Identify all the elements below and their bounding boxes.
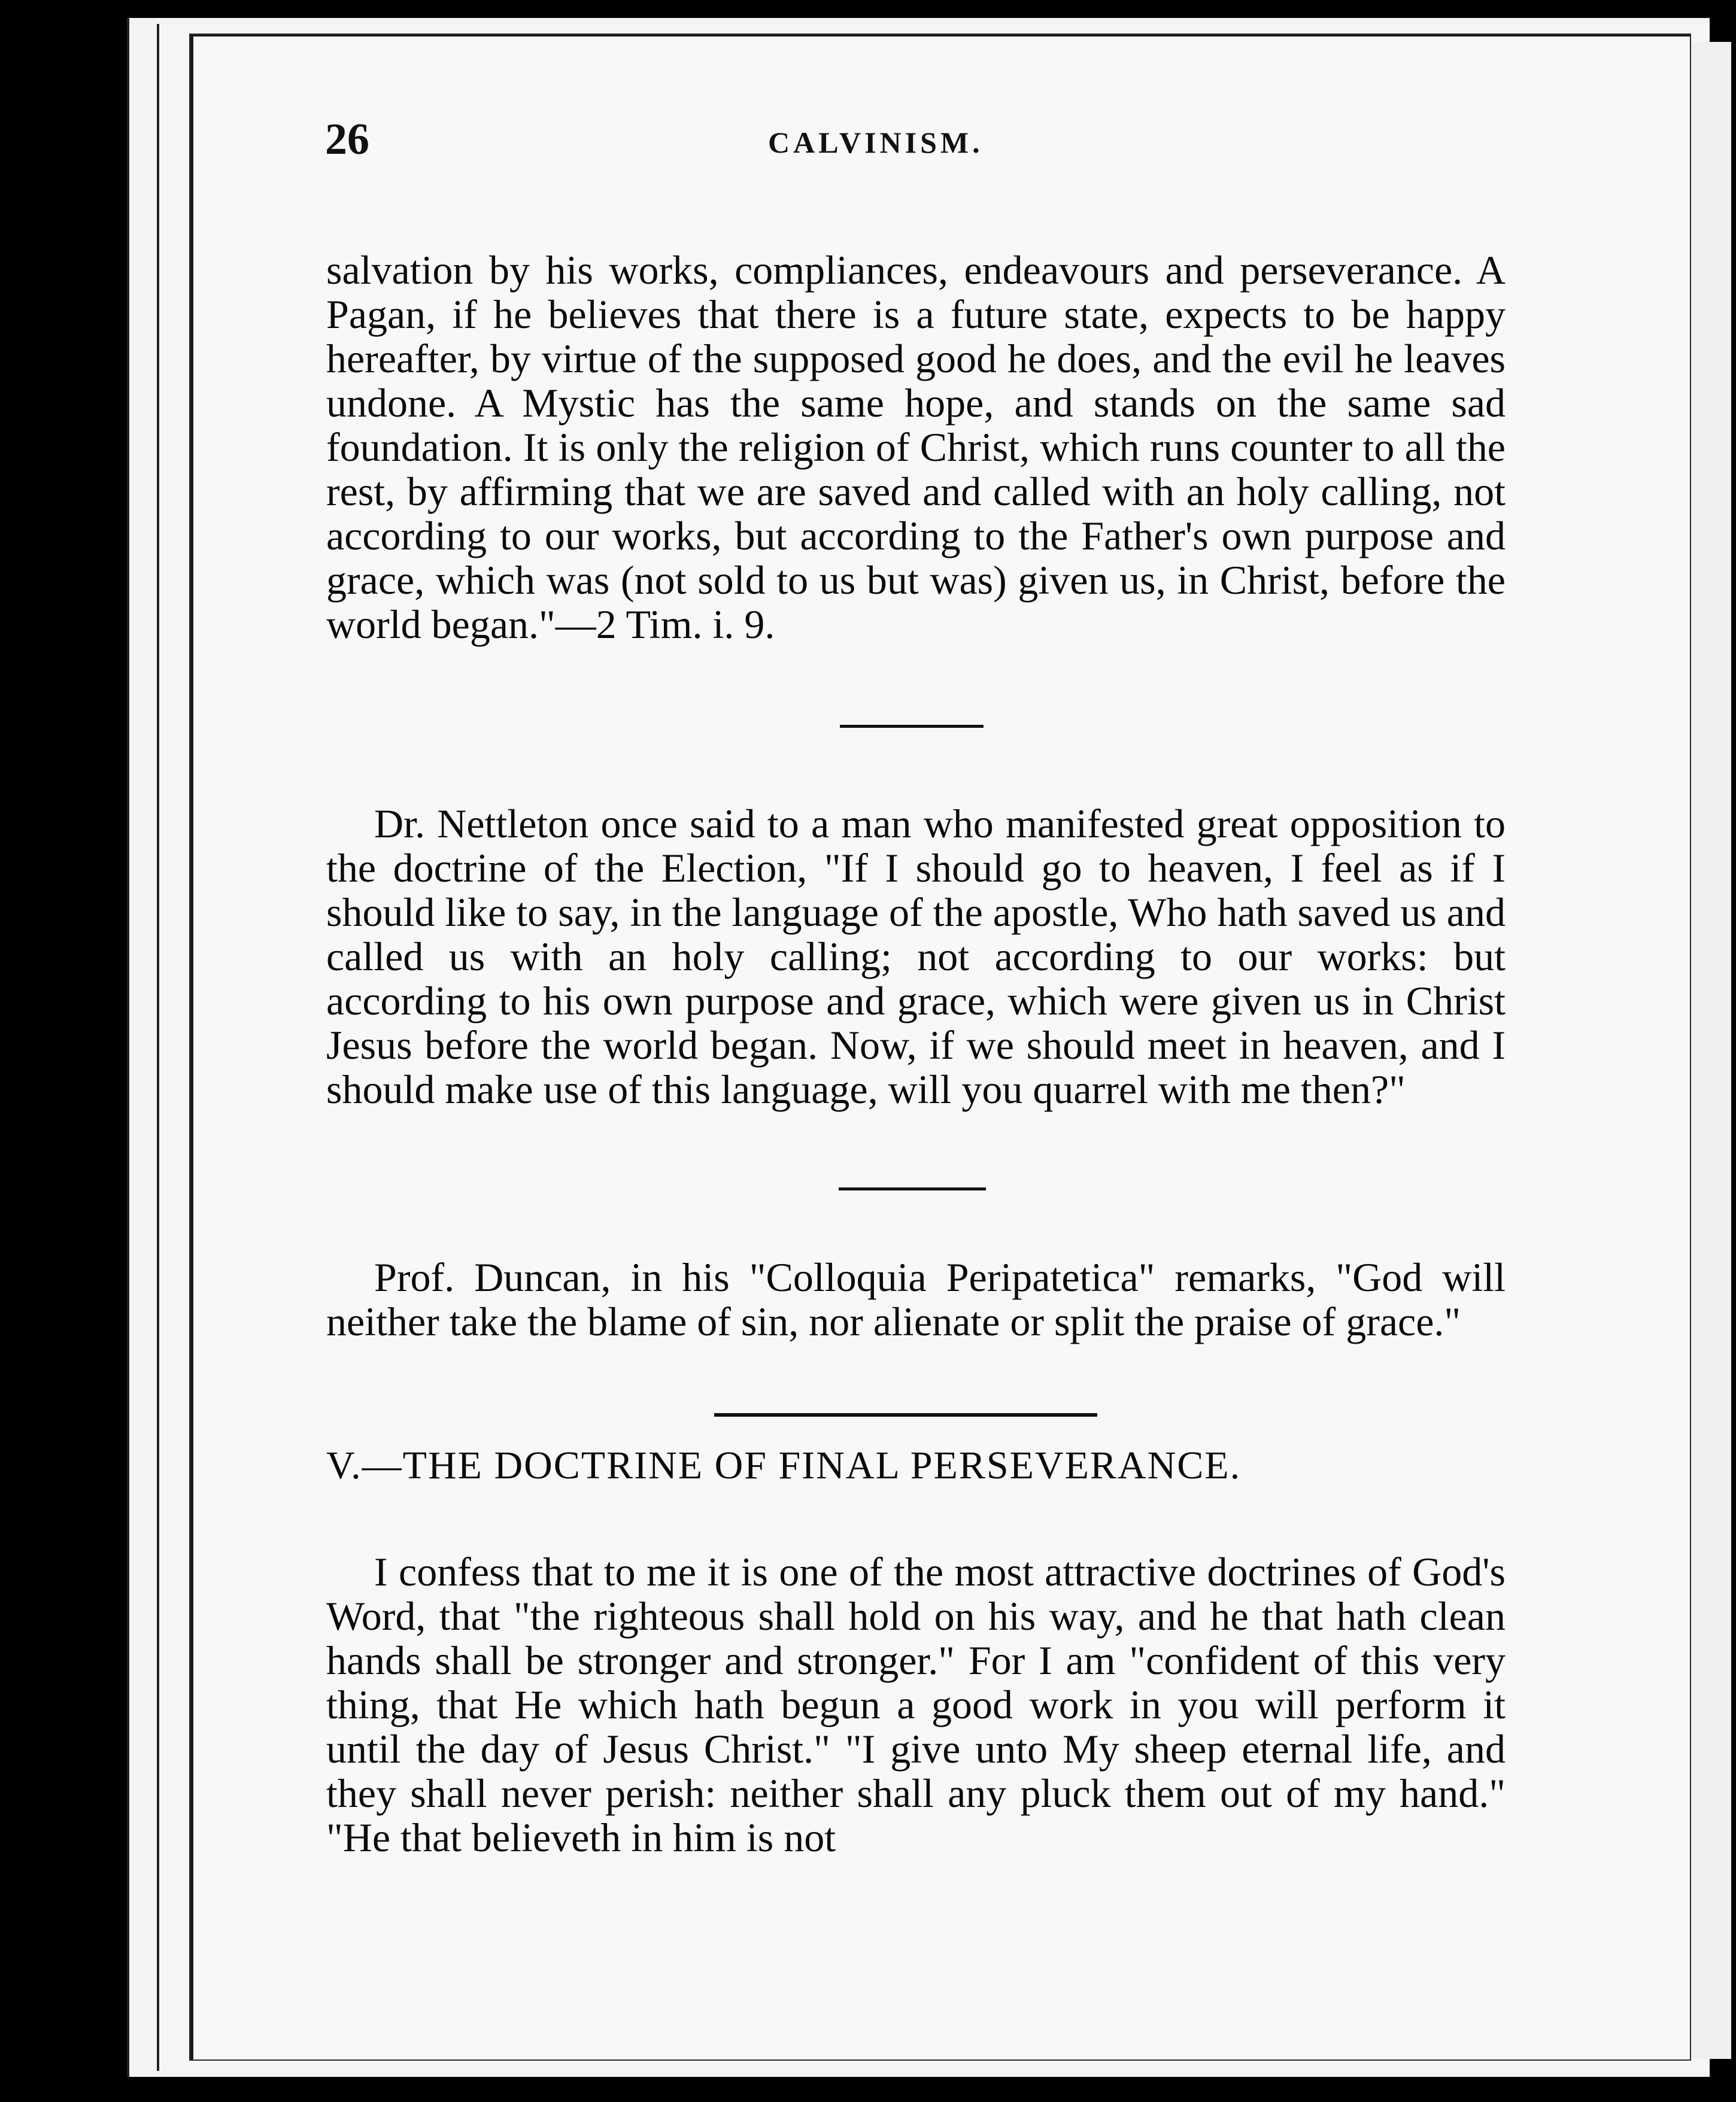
paragraph-duncan: Prof. Duncan, in his "Colloquia Peripatetica" remarks, "God will neither take the blame of sin, nor alienate or split the praise of grace." — [326, 1254, 1506, 1344]
section-divider — [839, 1187, 986, 1190]
section-divider — [840, 725, 984, 728]
section-heading: V.—THE DOCTRINE OF FINAL PERSEVERANCE. — [326, 1444, 1242, 1487]
page-header — [325, 114, 1552, 186]
paragraph-nettleton: Dr. Nettleton once said to a man who manifested great opposition to the doctrine of the Election, "If I should go to heaven, I feel as if I should like to say, in the language of the apostle, Who hath saved us and called us with an holy calling; not according to our works: but according to his own purpose and grace, which were given us in Christ Jesus before the world began. Now, if we should meet in heaven, and I should make use of this language, will you quarrel with me then?" — [326, 801, 1506, 1112]
book-page — [190, 35, 1690, 2060]
paragraph-salvation: salvation by his works, compliances, endeavours and perseverance. A Pagan, if he believes that there is a future state, expects to be happy hereafter, by virtue of the supposed good he does, and the evil he leaves undone. A Mystic has the same hope, and stands on the same sad foundation. It is only the religion of Christ, which runs counter to all the rest, by affirming that we are saved and called with an holy calling, not according to our works, but according to the Father's own purpose and grace, which was (not sold to us but was) given us, in Christ, before the world began."—2 Tim. i. 9. — [326, 247, 1506, 647]
section-divider — [714, 1413, 1097, 1417]
running-head: CALVINISM. — [768, 126, 984, 159]
page-number: 26 — [325, 115, 369, 164]
paragraph-perseverance: I confess that to me it is one of the most attractive doctrines of God's Word, that "the righteous shall hold on his way, and he that hath clean hands shall be stronger and stronger." For I am "confident of this very thing, that He which hath begun a good work in you will perform it until the day of Jesus Christ." "I give unto My sheep eternal life, and they shall never perish: neither shall any pluck them out of my hand." "He that believeth in him is not — [326, 1549, 1506, 1860]
